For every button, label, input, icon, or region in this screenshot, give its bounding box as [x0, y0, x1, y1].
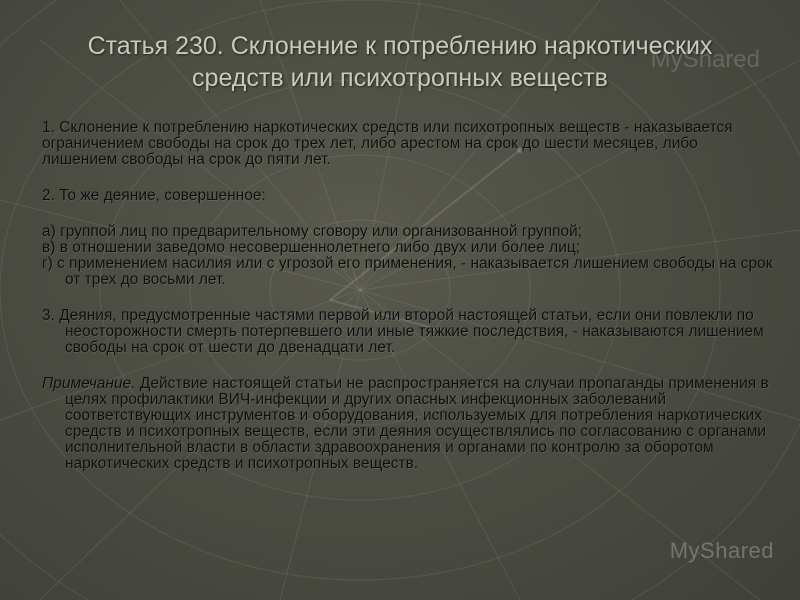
slide-title: Статья 230. Склонение к потреблению наркотических средств или психотропных веществ [87, 32, 713, 92]
watermark-logo: MyShared [669, 538, 774, 563]
note-paragraph [42, 376, 777, 472]
note-label: Примечание. [42, 375, 136, 392]
watermark-top: MyShared [650, 46, 760, 73]
article-content [42, 120, 777, 472]
paragraph-part-2: 2. То же деяние, совершенное: [42, 187, 266, 204]
list-item-g: г) с применением насилия или с угрозой его применения, - наказывается лишением свободы на срок от трех до восьми лет. [42, 255, 773, 288]
list-item-v: в) в отношении заведомо несовершеннолетнего либо двух или более лиц; [42, 239, 581, 256]
paragraph-part-1: 1. Склонение к потреблению наркотических средств или психотропных веществ - наказывается ограничением свободы на срок до трех лет, либо арестом на срок до шести месяцев, либо лишением свободы на срок до пяти лет. [42, 119, 733, 168]
paragraph-part-3: 3. Деяния, предусмотренные частями первой или второй настоящей статьи, если они повлекли по неосторожности смерть потерпевшего или иные тяжкие последствия, - наказываются лишением свободы на срок от шести до двенадцати лет. [42, 307, 764, 356]
note-text: Действие настоящей статьи не распространяется на случаи пропаганды применения в целях профилактики ВИЧ-инфекции и других опасных инфекционных заболеваний соответствующих инструментов и оборудования, используемых для потребления наркотических средств и психотропных веществ, если эти деяния осуществлялись по согласованию с органами исполнительной власти в области здравоохранения и органами по контролю за оборотом наркотических средств и психотропных веществ. [65, 375, 769, 472]
list-item-a: а) группой лиц по предварительному сговору или организованной группой; [42, 223, 583, 240]
